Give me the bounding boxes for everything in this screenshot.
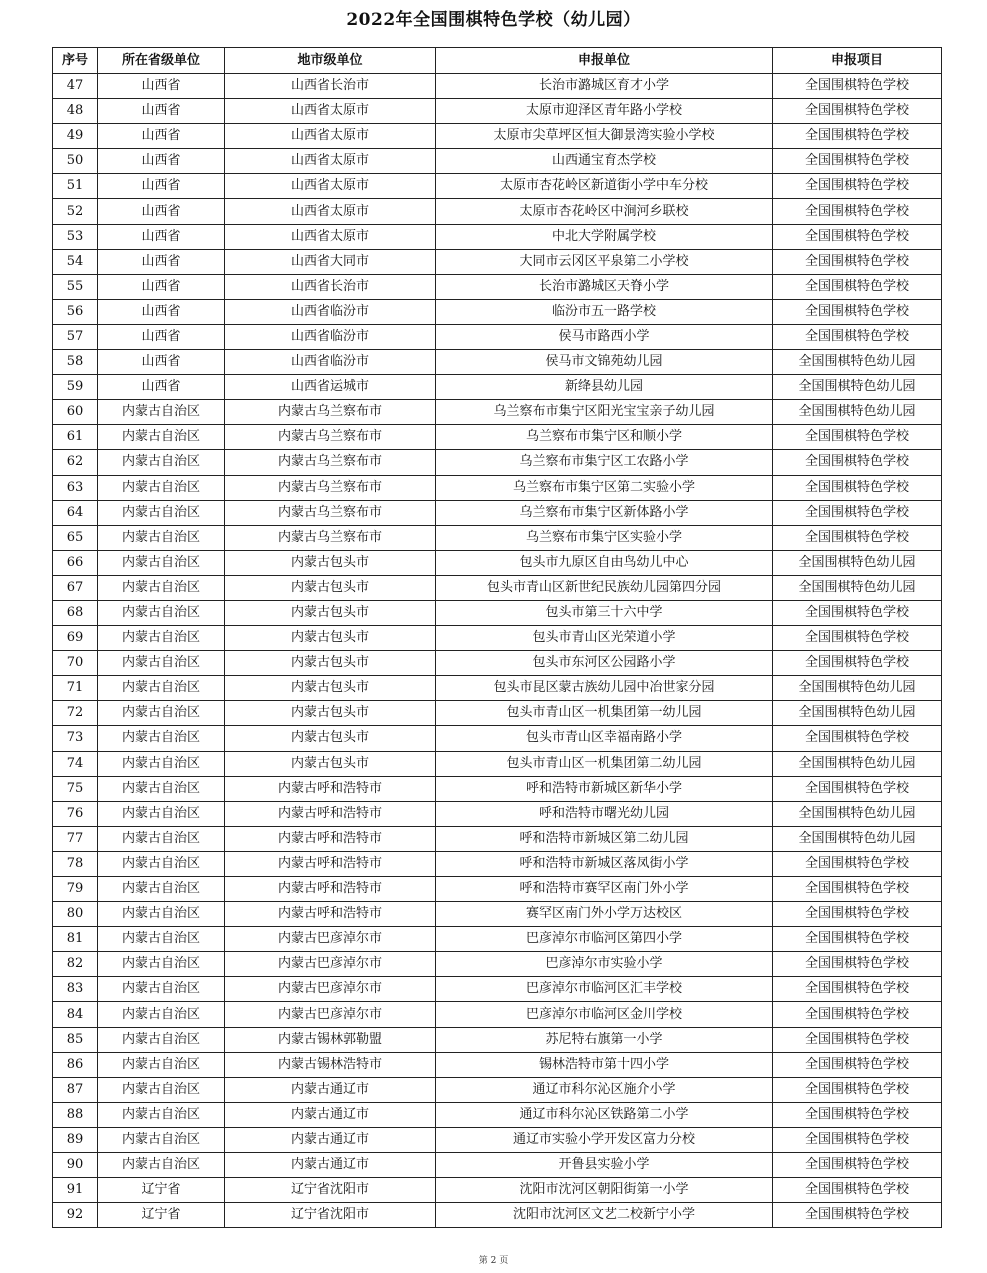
cell-city: 内蒙古巴彦淖尔市 [225,977,436,1002]
cell-index: 88 [53,1102,98,1127]
cell-province: 山西省 [98,199,225,224]
cell-project: 全国围棋特色学校 [773,1052,942,1077]
cell-province: 内蒙古自治区 [98,851,225,876]
table-row [53,651,942,676]
cell-applicant: 巴彦淖尔市临河区第四小学 [436,927,773,952]
table-row [53,450,942,475]
cell-province: 内蒙古自治区 [98,1102,225,1127]
cell-province: 内蒙古自治区 [98,952,225,977]
cell-project: 全国围棋特色学校 [773,1027,942,1052]
cell-project: 全国围棋特色学校 [773,600,942,625]
cell-project: 全国围棋特色学校 [773,199,942,224]
cell-project: 全国围棋特色学校 [773,927,942,952]
cell-index: 53 [53,224,98,249]
cell-city: 山西省长治市 [225,274,436,299]
cell-province: 内蒙古自治区 [98,1052,225,1077]
cell-province: 内蒙古自治区 [98,676,225,701]
cell-index: 55 [53,274,98,299]
table-row [53,525,942,550]
cell-applicant: 苏尼特右旗第一小学 [436,1027,773,1052]
cell-province: 山西省 [98,149,225,174]
cell-province: 山西省 [98,299,225,324]
cell-city: 山西省运城市 [225,375,436,400]
cell-applicant: 侯马市路西小学 [436,324,773,349]
table-row [53,575,942,600]
cell-index: 89 [53,1127,98,1152]
table-row [53,877,942,902]
cell-index: 82 [53,952,98,977]
cell-index: 64 [53,500,98,525]
cell-city: 内蒙古锡林郭勒盟 [225,1027,436,1052]
cell-project: 全国围棋特色学校 [773,124,942,149]
cell-province: 内蒙古自治区 [98,1153,225,1178]
cell-applicant: 乌兰察布市集宁区新体路小学 [436,500,773,525]
cell-applicant: 包头市九原区自由鸟幼儿中心 [436,550,773,575]
cell-province: 内蒙古自治区 [98,1027,225,1052]
table-header [53,48,942,74]
cell-index: 47 [53,74,98,99]
header-index: 序号 [53,48,98,74]
cell-province: 山西省 [98,99,225,124]
cell-applicant: 乌兰察布市集宁区阳光宝宝亲子幼儿园 [436,400,773,425]
cell-applicant: 巴彦淖尔市临河区汇丰学校 [436,977,773,1002]
table-row [53,375,942,400]
cell-index: 84 [53,1002,98,1027]
cell-city: 内蒙古乌兰察布市 [225,400,436,425]
cell-city: 山西省临汾市 [225,324,436,349]
table-row [53,1102,942,1127]
table-row [53,124,942,149]
cell-city: 内蒙古呼和浩特市 [225,801,436,826]
cell-province: 内蒙古自治区 [98,475,225,500]
cell-city: 内蒙古包头市 [225,626,436,651]
cell-project: 全国围棋特色学校 [773,274,942,299]
table-row [53,224,942,249]
cell-applicant: 包头市青山区光荣道小学 [436,626,773,651]
cell-project: 全国围棋特色学校 [773,299,942,324]
cell-index: 76 [53,801,98,826]
table-row [53,199,942,224]
cell-city: 内蒙古包头市 [225,550,436,575]
cell-applicant: 包头市第三十六中学 [436,600,773,625]
cell-province: 内蒙古自治区 [98,425,225,450]
cell-city: 内蒙古乌兰察布市 [225,500,436,525]
header-province: 所在省级单位 [98,48,225,74]
cell-project: 全国围棋特色学校 [773,324,942,349]
cell-applicant: 沈阳市沈河区文艺二校新宁小学 [436,1203,773,1228]
cell-city: 山西省太原市 [225,174,436,199]
cell-applicant: 新绛县幼儿园 [436,375,773,400]
cell-city: 辽宁省沈阳市 [225,1178,436,1203]
cell-city: 山西省太原市 [225,99,436,124]
cell-province: 内蒙古自治区 [98,902,225,927]
cell-project: 全国围棋特色幼儿园 [773,751,942,776]
table-row [53,1127,942,1152]
cell-index: 52 [53,199,98,224]
table-row [53,600,942,625]
cell-city: 内蒙古包头市 [225,575,436,600]
cell-project: 全国围棋特色学校 [773,877,942,902]
table-row [53,701,942,726]
cell-province: 山西省 [98,124,225,149]
cell-index: 85 [53,1027,98,1052]
cell-province: 辽宁省 [98,1203,225,1228]
table-row [53,324,942,349]
cell-applicant: 赛罕区南门外小学万达校区 [436,902,773,927]
cell-index: 56 [53,299,98,324]
cell-project: 全国围棋特色幼儿园 [773,575,942,600]
cell-project: 全国围棋特色学校 [773,99,942,124]
table-row [53,400,942,425]
cell-index: 91 [53,1178,98,1203]
cell-project: 全国围棋特色学校 [773,1002,942,1027]
table-row [53,977,942,1002]
cell-project: 全国围棋特色幼儿园 [773,550,942,575]
cell-city: 内蒙古包头市 [225,701,436,726]
cell-project: 全国围棋特色学校 [773,626,942,651]
cell-city: 山西省太原市 [225,224,436,249]
cell-province: 山西省 [98,224,225,249]
table-row [53,776,942,801]
cell-province: 辽宁省 [98,1178,225,1203]
cell-province: 山西省 [98,274,225,299]
cell-project: 全国围棋特色学校 [773,651,942,676]
header-city: 地市级单位 [225,48,436,74]
cell-applicant: 临汾市五一路学校 [436,299,773,324]
cell-city: 内蒙古巴彦淖尔市 [225,927,436,952]
cell-province: 山西省 [98,350,225,375]
cell-applicant: 大同市云冈区平泉第二小学校 [436,249,773,274]
cell-project: 全国围棋特色幼儿园 [773,801,942,826]
page-number: 第 2 页 [478,1256,509,1266]
cell-applicant: 呼和浩特市赛罕区南门外小学 [436,877,773,902]
table-row [53,751,942,776]
table-row [53,174,942,199]
cell-applicant: 乌兰察布市集宁区工农路小学 [436,450,773,475]
cell-province: 山西省 [98,174,225,199]
cell-applicant: 太原市尖草坪区恒大御景湾实验小学校 [436,124,773,149]
table-row [53,500,942,525]
cell-province: 山西省 [98,324,225,349]
cell-province: 内蒙古自治区 [98,600,225,625]
cell-index: 51 [53,174,98,199]
cell-project: 全国围棋特色学校 [773,1102,942,1127]
table-row [53,1027,942,1052]
cell-province: 内蒙古自治区 [98,400,225,425]
document-title: 2022年全国围棋特色学校（幼儿园） [346,10,641,30]
cell-applicant: 山西通宝育杰学校 [436,149,773,174]
cell-applicant: 呼和浩特市新城区新华小学 [436,776,773,801]
cell-province: 山西省 [98,375,225,400]
table-row [53,1178,942,1203]
header-applicant: 申报单位 [436,48,773,74]
table-row [53,475,942,500]
cell-project: 全国围棋特色幼儿园 [773,375,942,400]
cell-applicant: 太原市杏花岭区中涧河乡联校 [436,199,773,224]
cell-province: 内蒙古自治区 [98,726,225,751]
cell-province: 内蒙古自治区 [98,877,225,902]
table-row [53,1052,942,1077]
table-row [53,1077,942,1102]
cell-province: 内蒙古自治区 [98,450,225,475]
cell-project: 全国围棋特色学校 [773,1178,942,1203]
cell-applicant: 呼和浩特市新城区落凤街小学 [436,851,773,876]
cell-applicant: 巴彦淖尔市实验小学 [436,952,773,977]
cell-city: 内蒙古乌兰察布市 [225,425,436,450]
cell-project: 全国围棋特色幼儿园 [773,826,942,851]
cell-city: 内蒙古包头市 [225,676,436,701]
school-list-table [52,47,942,1228]
cell-index: 48 [53,99,98,124]
table-row [53,249,942,274]
cell-province: 山西省 [98,74,225,99]
cell-index: 79 [53,877,98,902]
cell-project: 全国围棋特色学校 [773,1127,942,1152]
table-row [53,826,942,851]
cell-index: 70 [53,651,98,676]
cell-index: 90 [53,1153,98,1178]
table-body [53,74,942,1228]
cell-city: 内蒙古乌兰察布市 [225,525,436,550]
cell-city: 山西省大同市 [225,249,436,274]
table-row [53,726,942,751]
table-row [53,149,942,174]
table-row [53,425,942,450]
cell-index: 66 [53,550,98,575]
cell-index: 61 [53,425,98,450]
cell-project: 全国围棋特色学校 [773,726,942,751]
cell-applicant: 长治市潞城区育才小学 [436,74,773,99]
cell-province: 内蒙古自治区 [98,626,225,651]
cell-province: 内蒙古自治区 [98,651,225,676]
cell-city: 内蒙古包头市 [225,751,436,776]
cell-province: 内蒙古自治区 [98,751,225,776]
cell-applicant: 呼和浩特市新城区第二幼儿园 [436,826,773,851]
cell-applicant: 包头市东河区公园路小学 [436,651,773,676]
cell-index: 67 [53,575,98,600]
cell-applicant: 开鲁县实验小学 [436,1153,773,1178]
cell-city: 内蒙古包头市 [225,651,436,676]
cell-applicant: 太原市杏花岭区新道街小学中车分校 [436,174,773,199]
cell-applicant: 乌兰察布市集宁区实验小学 [436,525,773,550]
cell-project: 全国围棋特色学校 [773,425,942,450]
table-row [53,99,942,124]
cell-province: 内蒙古自治区 [98,801,225,826]
cell-index: 77 [53,826,98,851]
cell-index: 49 [53,124,98,149]
cell-index: 68 [53,600,98,625]
cell-applicant: 乌兰察布市集宁区和顺小学 [436,425,773,450]
cell-applicant: 呼和浩特市曙光幼儿园 [436,801,773,826]
cell-project: 全国围棋特色学校 [773,952,942,977]
cell-project: 全国围棋特色学校 [773,500,942,525]
cell-index: 78 [53,851,98,876]
cell-index: 87 [53,1077,98,1102]
cell-city: 内蒙古呼和浩特市 [225,826,436,851]
cell-index: 57 [53,324,98,349]
cell-index: 63 [53,475,98,500]
cell-index: 80 [53,902,98,927]
cell-city: 内蒙古乌兰察布市 [225,475,436,500]
cell-province: 内蒙古自治区 [98,1002,225,1027]
cell-city: 山西省太原市 [225,124,436,149]
table-row [53,952,942,977]
header-row [53,48,942,74]
cell-applicant: 包头市青山区一机集团第二幼儿园 [436,751,773,776]
cell-index: 69 [53,626,98,651]
cell-city: 山西省太原市 [225,199,436,224]
cell-index: 65 [53,525,98,550]
cell-city: 山西省长治市 [225,74,436,99]
table-row [53,1002,942,1027]
cell-applicant: 通辽市实验小学开发区富力分校 [436,1127,773,1152]
cell-project: 全国围棋特色学校 [773,776,942,801]
cell-index: 59 [53,375,98,400]
cell-project: 全国围棋特色学校 [773,1203,942,1228]
cell-applicant: 锡林浩特市第十四小学 [436,1052,773,1077]
cell-province: 内蒙古自治区 [98,575,225,600]
table-row [53,626,942,651]
cell-province: 山西省 [98,249,225,274]
cell-index: 60 [53,400,98,425]
cell-applicant: 巴彦淖尔市临河区金川学校 [436,1002,773,1027]
cell-applicant: 中北大学附属学校 [436,224,773,249]
table-row [53,1203,942,1228]
cell-province: 内蒙古自治区 [98,500,225,525]
cell-city: 内蒙古通辽市 [225,1077,436,1102]
cell-index: 74 [53,751,98,776]
cell-city: 辽宁省沈阳市 [225,1203,436,1228]
cell-province: 内蒙古自治区 [98,701,225,726]
cell-province: 内蒙古自治区 [98,927,225,952]
cell-project: 全国围棋特色学校 [773,1153,942,1178]
cell-project: 全国围棋特色学校 [773,977,942,1002]
cell-applicant: 包头市青山区新世纪民族幼儿园第四分园 [436,575,773,600]
cell-project: 全国围棋特色学校 [773,149,942,174]
cell-project: 全国围棋特色学校 [773,174,942,199]
cell-province: 内蒙古自治区 [98,1077,225,1102]
cell-city: 内蒙古呼和浩特市 [225,877,436,902]
cell-province: 内蒙古自治区 [98,776,225,801]
cell-index: 71 [53,676,98,701]
cell-project: 全国围棋特色学校 [773,224,942,249]
cell-city: 内蒙古呼和浩特市 [225,902,436,927]
table-row [53,274,942,299]
cell-project: 全国围棋特色学校 [773,525,942,550]
cell-city: 内蒙古呼和浩特市 [225,776,436,801]
cell-city: 内蒙古巴彦淖尔市 [225,1002,436,1027]
cell-city: 内蒙古乌兰察布市 [225,450,436,475]
table-row [53,927,942,952]
cell-index: 86 [53,1052,98,1077]
cell-index: 62 [53,450,98,475]
table-row [53,299,942,324]
cell-project: 全国围棋特色学校 [773,450,942,475]
cell-index: 72 [53,701,98,726]
cell-project: 全国围棋特色学校 [773,902,942,927]
table-row [53,350,942,375]
cell-index: 73 [53,726,98,751]
cell-project: 全国围棋特色幼儿园 [773,676,942,701]
cell-index: 83 [53,977,98,1002]
cell-city: 内蒙古通辽市 [225,1127,436,1152]
cell-index: 50 [53,149,98,174]
cell-applicant: 包头市青山区幸福南路小学 [436,726,773,751]
cell-province: 内蒙古自治区 [98,550,225,575]
cell-index: 81 [53,927,98,952]
table-row [53,74,942,99]
cell-city: 内蒙古巴彦淖尔市 [225,952,436,977]
cell-applicant: 太原市迎泽区青年路小学校 [436,99,773,124]
cell-index: 92 [53,1203,98,1228]
cell-city: 内蒙古包头市 [225,726,436,751]
cell-city: 山西省临汾市 [225,350,436,375]
table-row [53,851,942,876]
cell-applicant: 侯马市文锦苑幼儿园 [436,350,773,375]
cell-applicant: 通辽市科尔沁区施介小学 [436,1077,773,1102]
cell-project: 全国围棋特色学校 [773,74,942,99]
cell-index: 75 [53,776,98,801]
cell-index: 58 [53,350,98,375]
cell-project: 全国围棋特色学校 [773,249,942,274]
cell-province: 内蒙古自治区 [98,977,225,1002]
header-project: 申报项目 [773,48,942,74]
cell-index: 54 [53,249,98,274]
cell-project: 全国围棋特色幼儿园 [773,400,942,425]
table-row [53,550,942,575]
cell-project: 全国围棋特色学校 [773,1077,942,1102]
cell-project: 全国围棋特色学校 [773,475,942,500]
cell-city: 山西省太原市 [225,149,436,174]
cell-province: 内蒙古自治区 [98,1127,225,1152]
cell-project: 全国围棋特色幼儿园 [773,350,942,375]
table-row [53,676,942,701]
cell-city: 山西省临汾市 [225,299,436,324]
cell-applicant: 乌兰察布市集宁区第二实验小学 [436,475,773,500]
cell-project: 全国围棋特色幼儿园 [773,701,942,726]
cell-applicant: 沈阳市沈河区朝阳街第一小学 [436,1178,773,1203]
cell-applicant: 通辽市科尔沁区铁路第二小学 [436,1102,773,1127]
table-row [53,1153,942,1178]
table-row [53,801,942,826]
cell-city: 内蒙古通辽市 [225,1102,436,1127]
cell-applicant: 长治市潞城区天脊小学 [436,274,773,299]
cell-applicant: 包头市青山区一机集团第一幼儿园 [436,701,773,726]
cell-city: 内蒙古呼和浩特市 [225,851,436,876]
cell-city: 内蒙古包头市 [225,600,436,625]
cell-city: 内蒙古通辽市 [225,1153,436,1178]
cell-province: 内蒙古自治区 [98,826,225,851]
table-row [53,902,942,927]
cell-applicant: 包头市昆区蒙古族幼儿园中冶世家分园 [436,676,773,701]
cell-city: 内蒙古锡林浩特市 [225,1052,436,1077]
cell-project: 全国围棋特色学校 [773,851,942,876]
cell-province: 内蒙古自治区 [98,525,225,550]
